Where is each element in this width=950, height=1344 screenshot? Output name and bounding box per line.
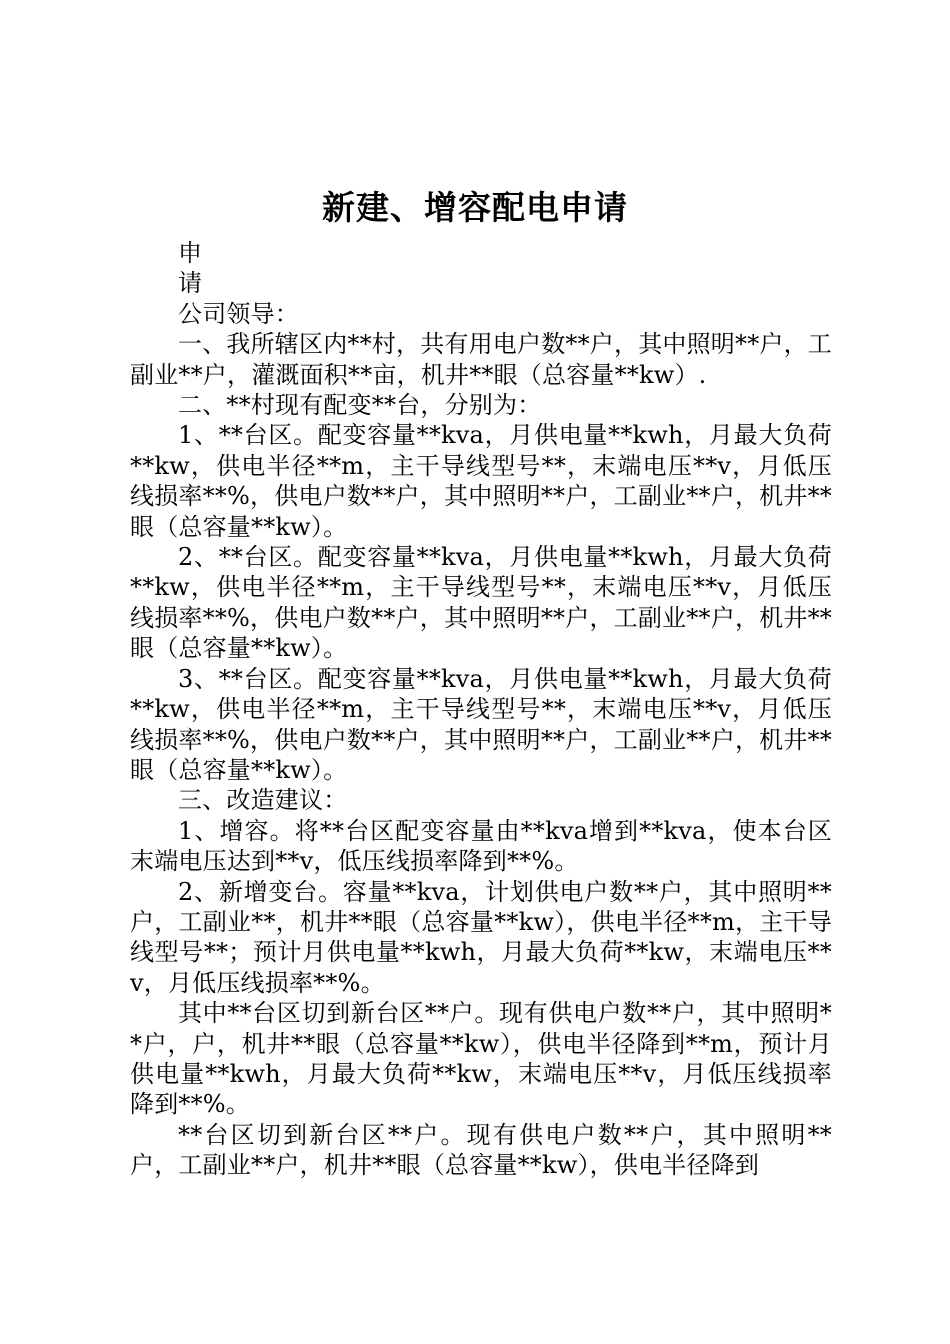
document-title: 新建、增容配电申请	[322, 188, 628, 227]
paragraph-salutation: 公司领导：	[178, 299, 299, 328]
paragraph-area-3: 3、**台区。配变容量**kva，月供电量**kwh，月最大负荷**kw，供电半径**m，主干导线型号**，末端电压**v，月低压线损率**%，供电户数**户，其中照明**户，工副业**户，机井**眼（总容量**kw）。	[130, 664, 832, 784]
document-body	[130, 238, 832, 1181]
paragraph-section-3: 三、改造建议：	[178, 786, 348, 815]
paragraph-section-2: 二、**村现有配变**台，分别为：	[178, 391, 542, 420]
paragraph-proposal-2: 2、新增变台。容量**kva，计划供电户数**户，其中照明**户，工副业**，机井**眼（总容量**kw），供电半径**m，主干导线型号**；预计月供电量**kwh，月最大负荷**kw，末端电压**v，月低压线损率**%。	[130, 877, 832, 997]
paragraph-transfer-2: **台区切到新台区**户。现有供电户数**户，其中照明**户，工副业**户，机井**眼（总容量**kw），供电半径降到	[130, 1120, 832, 1180]
paragraph-area-1: 1、**台区。配变容量**kva，月供电量**kwh，月最大负荷**kw，供电半径**m，主干导线型号**，末端电压**v，月低压线损率**%，供电户数**户，其中照明**户，工副业**户，机井**眼（总容量**kw）。	[130, 421, 832, 541]
paragraph-area-2: 2、**台区。配变容量**kva，月供电量**kwh，月最大负荷**kw，供电半径**m，主干导线型号**，末端电压**v，月低压线损率**%，供电户数**户，其中照明**户，工副业**户，机井**眼（总容量**kw）。	[130, 543, 832, 663]
paragraph-transfer-1: 其中**台区切到新台区**户。现有供电户数**户，其中照明**户，户，机井**眼（总容量**kw），供电半径降到**m，预计月供电量**kwh，月最大负荷**kw，末端电压**v，月低压线损率降到**%。	[130, 999, 832, 1119]
paragraph-shen: 申	[178, 239, 203, 267]
paragraph-section-1: 一、我所辖区内**村，共有用电户数**户，其中照明**户，工副业**户，灌溉面积**亩，机井**眼（总容量**kw）.	[130, 330, 832, 389]
paragraph-proposal-1: 1、增容。将**台区配变容量由**kva增到**kva，使本台区末端电压达到**v，低压线损率降到**%。	[130, 816, 832, 876]
paragraph-qing: 请	[178, 269, 203, 298]
